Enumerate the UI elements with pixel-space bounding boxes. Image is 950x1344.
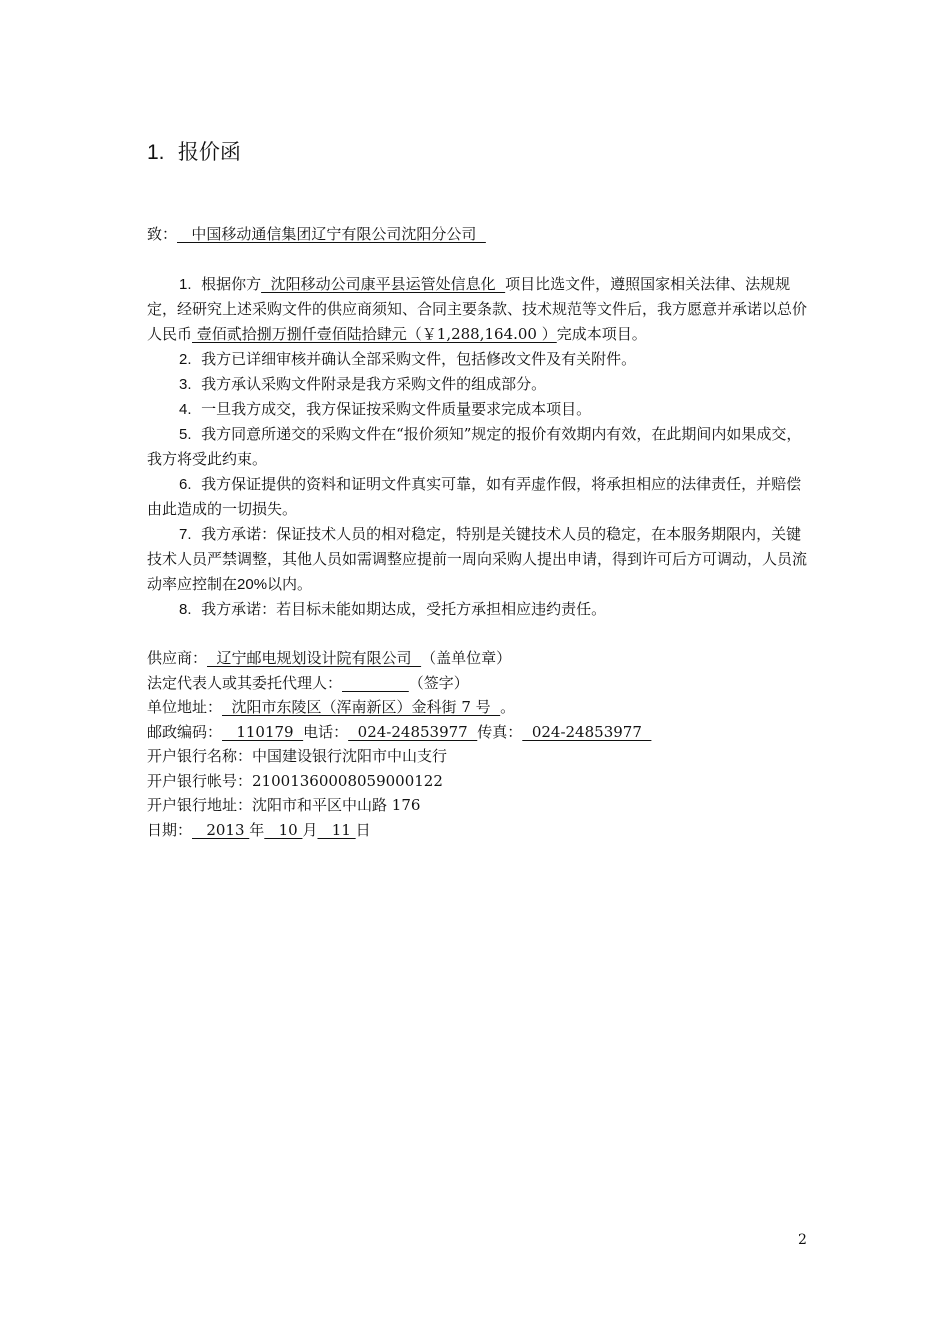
turnover-rate: 20% <box>237 576 268 593</box>
paragraph-7 <box>147 522 811 597</box>
address-value: 沈阳市东陵区（浑南新区）金科街 7 号 <box>222 698 501 716</box>
bank-account-value: 21001360008059000122 <box>252 771 443 790</box>
fax-label: 传真： <box>477 722 523 741</box>
paragraph-text: 我方承诺：保证技术人员的相对稳定，特别是关键技术人员的稳定，在本服务期限内，关键技术人员严禁调整，其他人员如需调整应提前一周向采购人提出申请，得到许可后方可调动，人员流动率应控制在 <box>147 525 808 593</box>
representative-line <box>147 671 651 696</box>
paragraph-text: 项目比选文件，遵照国家相关法律、法规规定，经研究上述采购文件的供应商须知、合同主要条款、技术规范等文件后，我方愿意并承诺以总价人民币 <box>147 275 808 343</box>
representative-label: 法定代表人或其委托代理人： <box>147 673 343 692</box>
supplier-line <box>147 646 651 671</box>
bank-address-label: 开户银行地址： <box>147 796 253 814</box>
paragraph-text: 我方承诺：若目标未能如期达成，受托方承担相应违约责任。 <box>201 600 607 618</box>
paragraph-number: 8. <box>179 601 192 618</box>
paragraph-number: 3. <box>179 376 192 393</box>
paragraph-text: 我方同意所递交的采购文件在“报价须知”规定的报价有效期内有效，在此期间内如果成交，我方将受此约束。 <box>147 425 802 468</box>
postcode-value: 110179 <box>222 722 304 741</box>
paragraph-text: 以内。 <box>267 575 313 593</box>
supplier-name: 辽宁邮电规划设计院有限公司 <box>207 649 422 667</box>
page-title <box>147 138 241 167</box>
paragraph-number: 5. <box>179 426 192 443</box>
addressee-label: 致： <box>147 225 178 243</box>
month-unit: 月 <box>302 820 318 839</box>
paragraph-text: 我方已详细审核并确认全部采购文件，包括修改文件及有关附件。 <box>201 350 637 368</box>
paragraph-2 <box>147 347 811 372</box>
total-amount: 壹佰贰拾捌万捌仟壹佰陆拾肆元（￥1,288,164.00 ） <box>192 325 557 343</box>
paragraph-8 <box>147 597 811 622</box>
bank-address-line <box>147 793 651 818</box>
seal-note: （盖单位章） <box>421 649 512 667</box>
paragraph-4 <box>147 397 811 422</box>
supplier-info <box>147 646 651 842</box>
bank-name-value: 中国建设银行沈阳市中山支行 <box>252 747 448 765</box>
paragraph-6 <box>147 472 811 522</box>
heading-number: 1. <box>147 141 165 164</box>
bank-address-value: 沈阳市和平区中山路 176 <box>252 796 421 814</box>
signature-blank <box>342 674 409 692</box>
paragraph-text: 一旦我方成交，我方保证按采购文件质量要求完成本项目。 <box>201 400 592 418</box>
paragraph-number: 7. <box>179 526 192 543</box>
paragraph-number: 1. <box>179 276 192 293</box>
paragraph-3 <box>147 372 811 397</box>
signature-note: （签字） <box>408 673 469 692</box>
phone-label: 电话： <box>303 722 349 741</box>
paragraph-number: 4. <box>179 401 192 418</box>
day-unit: 日 <box>355 820 371 839</box>
address-line <box>147 695 651 720</box>
page-number: 2 <box>798 1232 807 1248</box>
bank-account-label: 开户银行帐号： <box>147 771 253 790</box>
address-label: 单位地址： <box>147 698 223 716</box>
addressee-value: 中国移动通信集团辽宁有限公司沈阳分公司 <box>177 225 486 243</box>
date-year: 2013 <box>192 820 250 839</box>
postcode-label: 邮政编码： <box>147 722 223 741</box>
date-day: 11 <box>317 820 356 839</box>
project-name: 沈阳移动公司康平县运管处信息化 <box>261 275 506 293</box>
phone-value: 024-24853977 <box>348 722 478 741</box>
bank-name-label: 开户银行名称： <box>147 747 253 765</box>
bank-name-line <box>147 744 651 769</box>
addressee-line <box>147 223 486 245</box>
paragraph-text: 我方保证提供的资料和证明文件真实可靠，如有弄虚作假，将承担相应的法律责任，并赔偿由此造成的一切损失。 <box>147 475 802 518</box>
heading-title: 报价函 <box>177 140 241 164</box>
date-line <box>147 818 651 843</box>
paragraph-text: 完成本项目。 <box>556 325 647 343</box>
bank-account-line <box>147 769 651 794</box>
paragraph-number: 2. <box>179 351 192 368</box>
date-month: 10 <box>264 820 303 839</box>
paragraph-text: 我方承认采购文件附录是我方采购文件的组成部分。 <box>201 375 547 393</box>
contact-line <box>147 720 651 745</box>
address-end: 。 <box>500 698 516 716</box>
date-label: 日期： <box>147 820 193 839</box>
supplier-label: 供应商： <box>147 649 208 667</box>
year-unit: 年 <box>249 820 265 839</box>
paragraph-number: 6. <box>179 476 192 493</box>
fax-value: 024-24853977 <box>522 722 652 741</box>
paragraph-5 <box>147 422 811 472</box>
paragraph-text: 根据你方 <box>201 275 262 293</box>
quote-letter-body <box>147 272 811 622</box>
paragraph-1 <box>147 272 811 347</box>
